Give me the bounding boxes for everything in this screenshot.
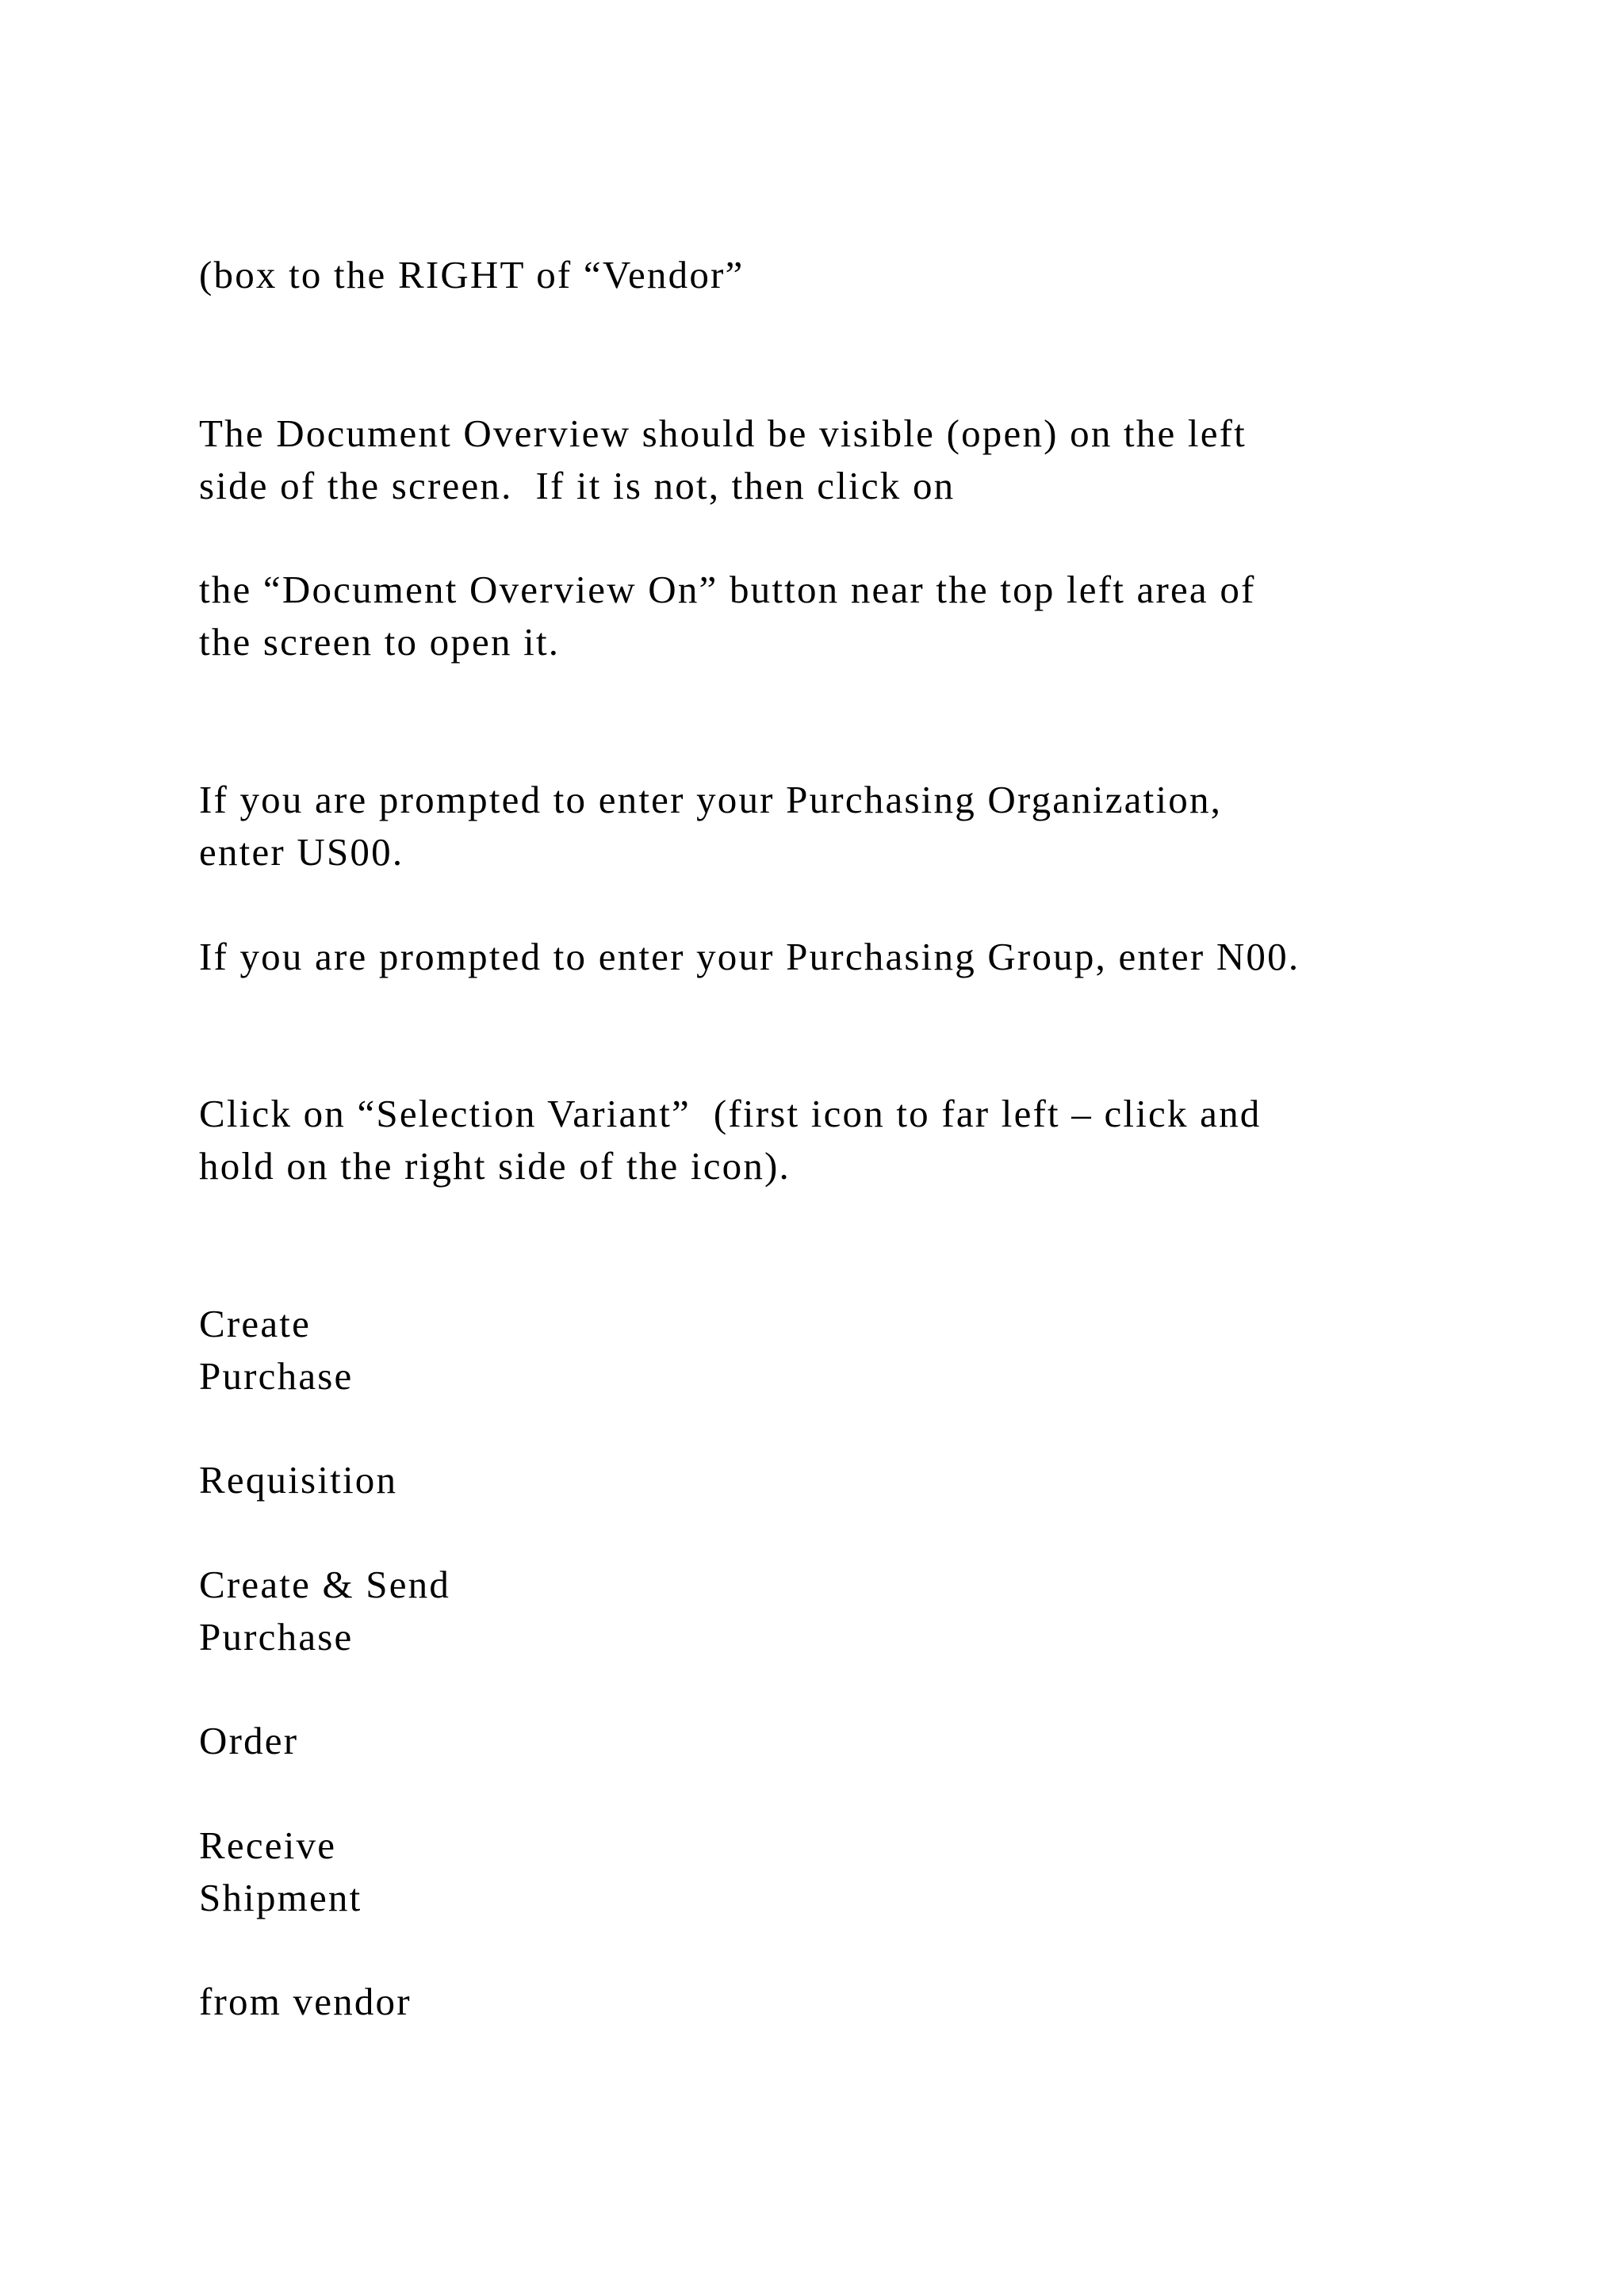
step-label: Create & Send <box>199 1563 451 1606</box>
document-overview-button-note: the screen to open it. <box>199 620 561 664</box>
step-label: Create <box>199 1302 312 1345</box>
step-label: Order <box>199 1719 299 1762</box>
purchasing-group-note: If you are prompted to enter your Purchasing Group, enter N00. <box>199 935 1300 978</box>
step-label: Receive <box>199 1823 337 1867</box>
step-label: Requisition <box>199 1458 398 1502</box>
step-label: Shipment <box>199 1876 362 1919</box>
step-label: from vendor <box>199 1980 412 2023</box>
vendor-box-note: (box to the RIGHT of “Vendor” <box>199 253 745 297</box>
step-label: Purchase <box>199 1615 354 1659</box>
document-overview-instruction: The Document Overview should be visible (open) on the left <box>199 411 1247 455</box>
purchasing-organization-note: If you are prompted to enter your Purchasing Organization, <box>199 778 1223 821</box>
selection-variant-instruction: Click on “Selection Variant” (first icon to far left – click and <box>199 1092 1262 1135</box>
document-overview-instruction: side of the screen. If it is not, then click on <box>199 464 956 507</box>
document-overview-button-note: the “Document Overview On” button near the top left area of <box>199 568 1256 611</box>
step-label: Purchase <box>199 1354 354 1398</box>
purchasing-organization-note: enter US00. <box>199 830 404 874</box>
selection-variant-instruction: hold on the right side of the icon). <box>199 1144 791 1188</box>
